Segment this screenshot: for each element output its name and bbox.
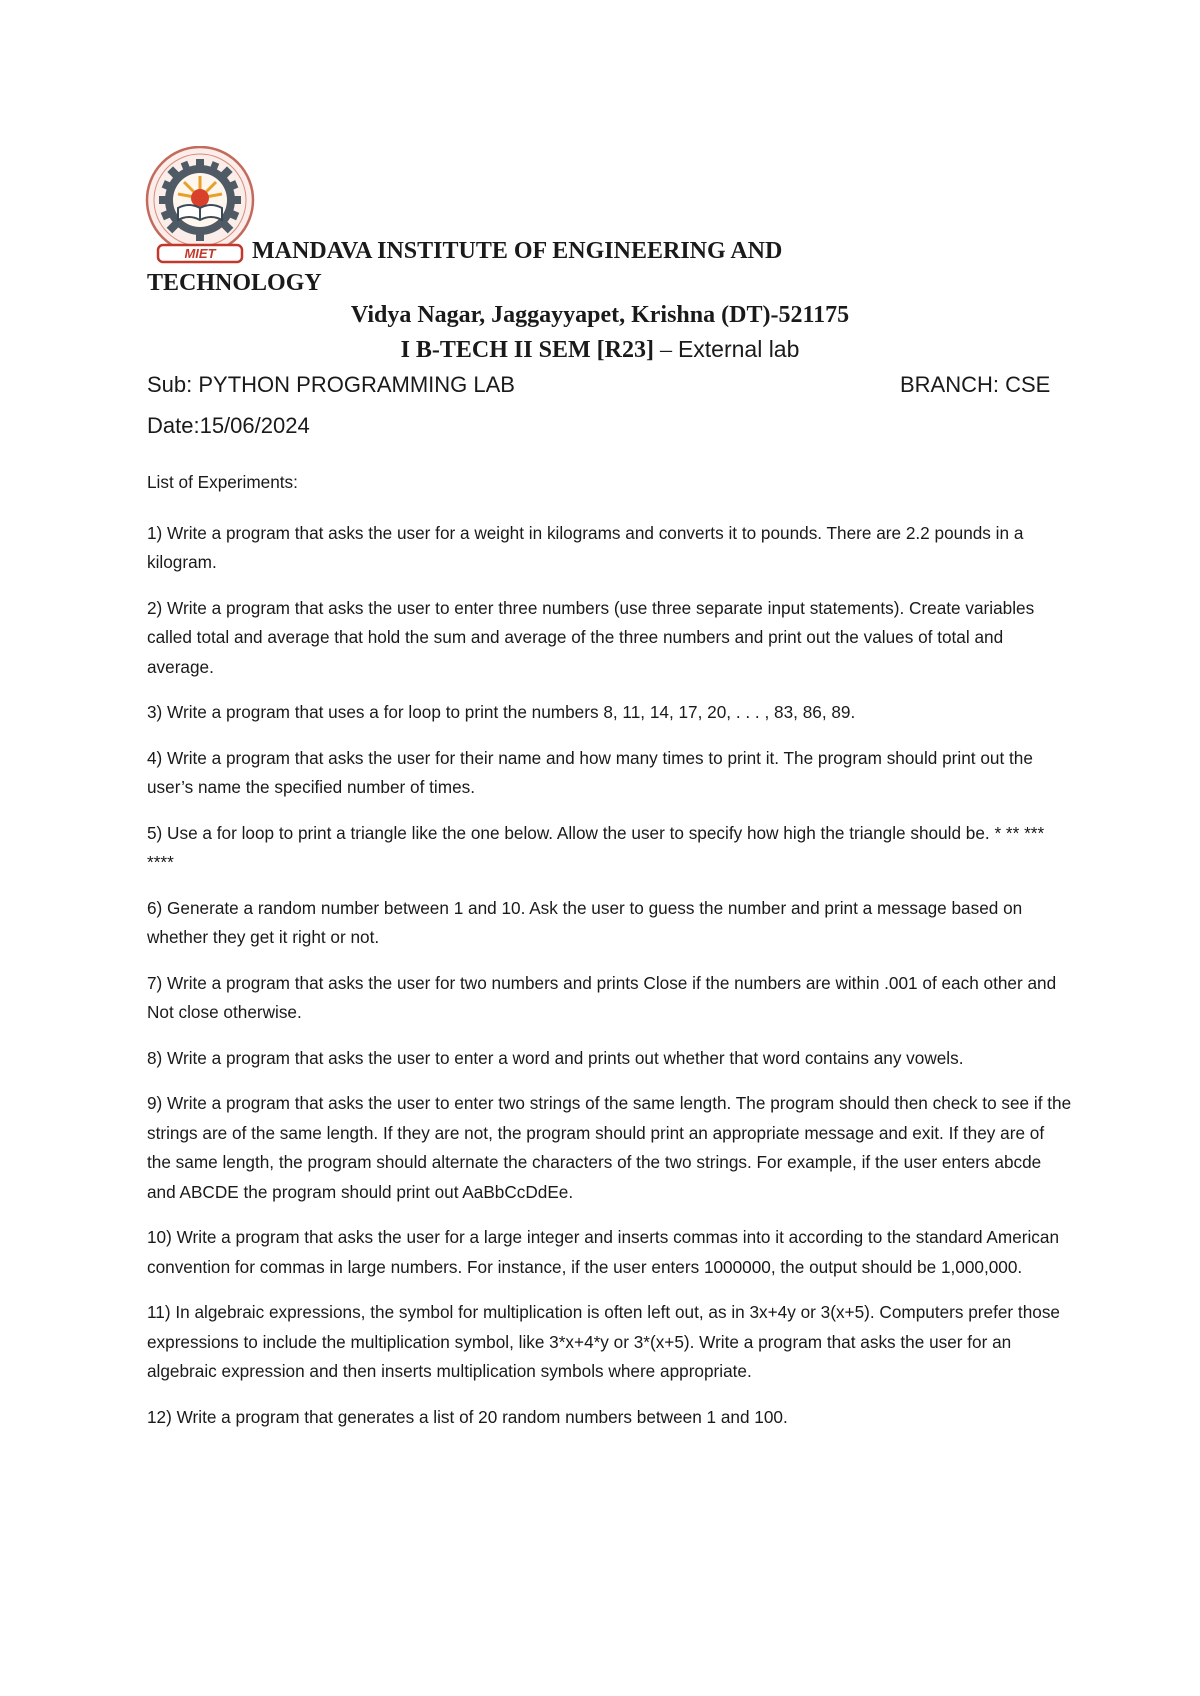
experiment-item: 6) Generate a random number between 1 and 10. Ask the user to guess the number and print a message based on whether they get it right or not. <box>147 897 1023 947</box>
branch-line: BRANCH: CSE <box>900 372 1051 397</box>
experiment-item: 5) Use a for loop to print a triangle like the one below. Allow the user to specify how high the triangle should be. * ** *** **** <box>147 822 1045 872</box>
experiment-item: 10) Write a program that asks the user for a large integer and inserts commas into it according to the standard American convention for commas in large numbers. For instance, if the user enters 1000000, the output should be 1,000,000. <box>147 1227 1060 1277</box>
exam-type-dash: – <box>659 337 672 363</box>
experiment-item: 12) Write a program that generates a list of 20 random numbers between 1 and 100. <box>147 1406 788 1427</box>
experiment-item: 11) In algebraic expressions, the symbol for multiplication is often left out, as in 3x+4y or 3(x+5). Computers prefer those expressions to include the multiplication symbol, like 3*x+4*y or 3*(x+5). Write a program that asks the user for an algebraic expression and then inserts multiplication symbols where appropriate. <box>147 1302 1060 1381</box>
experiment-item: 2) Write a program that asks the user to enter three numbers (use three separate input statements). Create variables called total and average that hold the sum and average of the three numbers and print out the values of total and average. <box>147 597 1035 677</box>
exam-type: External lab <box>677 336 800 362</box>
experiment-item: 7) Write a program that asks the user for two numbers and prints Close if the numbers are within .001 of each other and Not close otherwise. <box>147 972 1057 1022</box>
experiment-list <box>147 468 1072 1448</box>
experiment-item: 9) Write a program that asks the user to enter two strings of the same length. The program should then check to see if the strings are of the same length. If they are not, the program should print an appropriate message and exit. If they are of the same length, the program should alternate the characters of the two strings. For example, if the user enters abcde and ABCDE the program should print out AaBbCcDdEe. <box>147 1093 1072 1202</box>
institute-logo <box>144 146 256 264</box>
institute-address: Vidya Nagar, Jaggayyapet, Krishna (DT)-521175 <box>350 302 850 328</box>
list-heading: List of Experiments: <box>147 472 298 492</box>
institute-name-line1: MANDAVA INSTITUTE OF ENGINEERING AND <box>252 238 783 264</box>
exam-date: Date:15/06/2024 <box>147 413 310 438</box>
experiment-item: 1) Write a program that asks the user for a weight in kilograms and converts it to pounds. There are 2.2 pounds in a kilogram. <box>147 522 1024 572</box>
experiment-item: 8) Write a program that asks the user to enter a word and prints out whether that word contains any vowels. <box>147 1047 964 1068</box>
institute-name-line2: TECHNOLOGY <box>147 270 322 296</box>
subject-line: Sub: PYTHON PROGRAMMING LAB <box>147 372 515 397</box>
experiment-item: 3) Write a program that uses a for loop to print the numbers 8, 11, 14, 17, 20, . . . , 83, 86, 89. <box>147 702 856 722</box>
semester-line <box>0 336 1200 364</box>
logo-banner-text: MIET <box>184 246 216 261</box>
semester-label: I B-TECH II SEM [R23] <box>400 337 654 363</box>
experiment-item: 4) Write a program that asks the user for their name and how many times to print it. The program should print out the user’s name the specified number of times. <box>147 747 1033 797</box>
